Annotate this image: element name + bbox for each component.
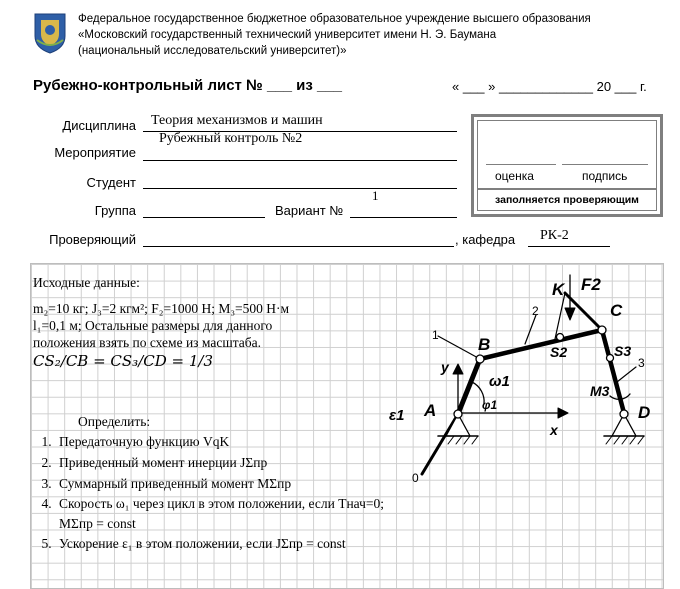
x-axis-arrow (558, 408, 568, 418)
joint-b (476, 355, 484, 363)
joint-s2 (557, 334, 564, 341)
crank-link (458, 359, 480, 414)
date-field: « ___ » _____________ 20 ___ г. (452, 79, 647, 94)
university-header (78, 11, 668, 59)
label-c: C (610, 301, 623, 320)
force-f2-head (565, 308, 575, 320)
group-field[interactable] (143, 199, 265, 218)
signature-label: подпись (582, 169, 628, 183)
task-item: 3. Суммарный приведенный момент MΣпр (55, 473, 390, 494)
link2-leader (525, 315, 536, 344)
label-phi1: φ1 (482, 398, 498, 412)
link3-leader (617, 367, 636, 382)
department-label: , кафедра (455, 232, 516, 247)
department-field[interactable] (528, 228, 610, 247)
coupler-link (480, 330, 602, 359)
group-label: Группа (94, 203, 136, 218)
event-label: Мероприятие (54, 145, 136, 160)
label-omega1: ω1 (489, 373, 510, 390)
stamp-footer-text: заполняется проверяющим (495, 194, 639, 206)
label-s3: S3 (614, 343, 632, 359)
label-epsilon1: ε1 (389, 407, 405, 424)
task-item: 4. Скорость ω₁ через цикл в этом положении, если Tнач=0; MΣпр = const (55, 494, 390, 534)
university-emblem (33, 10, 67, 54)
header-line-3: (национальный исследовательский университет)» (78, 45, 347, 57)
label-link-0: 0 (412, 471, 419, 485)
label-x: x (550, 422, 558, 438)
discipline-value: Теория механизмов и машин (151, 113, 323, 128)
label-link-1: 1 (432, 328, 439, 342)
label-b: B (478, 335, 491, 354)
label-y: y (441, 359, 449, 375)
task-text (33, 274, 383, 370)
discipline-label: Дисциплина (62, 118, 136, 133)
task-determine: Определить: (78, 414, 151, 429)
label-s2: S2 (550, 344, 568, 360)
student-label: Студент (86, 175, 136, 190)
joint-s3 (607, 355, 614, 362)
label-link-2: 2 (532, 304, 539, 318)
discipline-field[interactable] (143, 113, 457, 132)
mechanism-diagram (380, 264, 662, 586)
event-field[interactable] (143, 131, 457, 161)
task-item: 1. Передаточную функцию VqK (55, 431, 390, 452)
label-link-3: 3 (638, 356, 645, 370)
task-list (33, 431, 390, 554)
task-item: 5. Ускорение ε₁ в этом положении, если JΣпр = const (55, 534, 390, 554)
task-heading: Исходные данные: (33, 275, 140, 290)
checker-field[interactable] (143, 228, 454, 247)
grading-stamp (471, 114, 663, 217)
task-ratio: CS₂/CB = CS₃/CD = 1/3 (33, 352, 213, 370)
variant-value: 1 (372, 188, 379, 203)
grade-field[interactable] (486, 146, 556, 165)
label-k: K (552, 280, 565, 299)
student-field[interactable] (143, 170, 457, 189)
joint-c (598, 326, 606, 334)
joint-d (620, 410, 628, 418)
variant-field[interactable] (350, 188, 457, 218)
stamp-footer (478, 188, 656, 190)
label-d: D (638, 403, 651, 422)
label-f2: F2 (581, 275, 601, 294)
signature-field[interactable] (562, 146, 648, 165)
task-data-line-3: положения взять по схеме из масштаба. (33, 335, 262, 350)
task-item: 2. Приведенный момент инерции JΣпр (55, 452, 390, 473)
sheet-title: Рубежно-контрольный лист № ___ из ___ (33, 77, 343, 94)
task-data-line-1: m₂=10 кг; J₃=2 кгм²; F₂=1000 Н; M₃=500 Н·м (33, 301, 290, 316)
variant-label: Вариант № (275, 203, 344, 218)
coupler-arm (555, 293, 565, 339)
header-line-2: «Московский государственный технический университет имени Н. Э. Баумана (78, 29, 497, 41)
joint-a (454, 410, 462, 418)
header-line-1: Федеральное государственное бюджетное образовательное учреждение высшего образования (78, 13, 591, 25)
event-value: Рубежный контроль №2 (159, 131, 303, 146)
label-a: A (424, 401, 437, 420)
task-data-line-2: l₁=0,1 м; Остальные размеры для данного (33, 318, 273, 333)
checker-label: Проверяющий (49, 232, 136, 247)
grading-stamp-inner (477, 120, 657, 211)
label-m3: M3 (590, 383, 610, 399)
grade-label: оценка (495, 169, 534, 183)
crank-extension (438, 336, 480, 359)
y-axis-arrow (453, 364, 463, 374)
department-value: РК-2 (540, 228, 569, 243)
